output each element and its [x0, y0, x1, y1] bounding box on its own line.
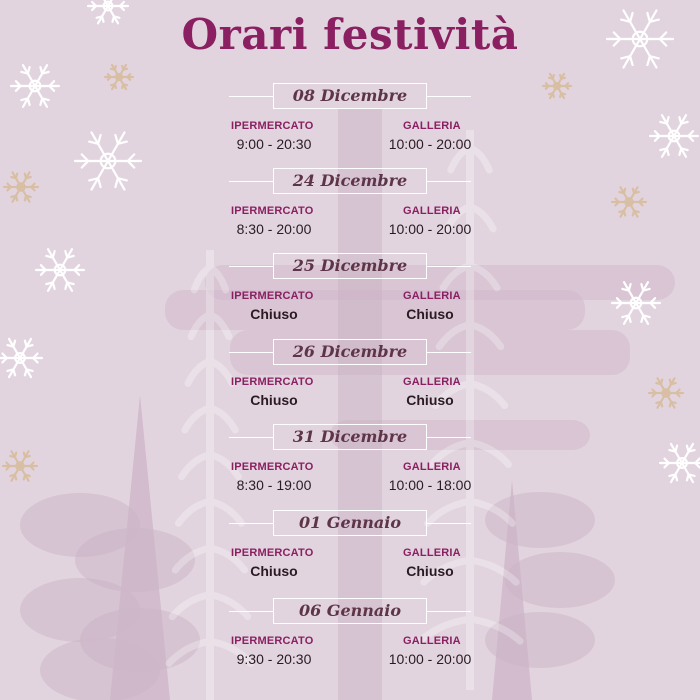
divider-line	[427, 352, 471, 353]
gallery-label: GALLERIA	[403, 635, 461, 647]
gallery-column	[382, 547, 478, 579]
schedule-entry	[229, 339, 471, 425]
hypermarket-column	[229, 120, 319, 152]
hypermarket-hours: 8:30 - 19:00	[236, 477, 312, 493]
gallery-column	[382, 376, 478, 408]
divider-line	[229, 96, 273, 97]
divider-line	[427, 181, 471, 182]
gallery-label: GALLERIA	[403, 376, 461, 388]
gallery-column	[382, 635, 478, 667]
gallery-hours: 10:00 - 20:00	[388, 136, 472, 152]
date-label: 06 Gennaio	[273, 598, 427, 624]
hypermarket-column	[229, 547, 319, 579]
gallery-column	[382, 120, 478, 152]
hypermarket-hours: 9:00 - 20:30	[236, 136, 312, 152]
divider-line	[229, 523, 273, 524]
divider-line	[229, 181, 273, 182]
hypermarket-label: IPERMERCATO	[231, 461, 314, 473]
hypermarket-hours: 9:30 - 20:30	[236, 651, 312, 667]
snowflake-icon	[105, 65, 133, 89]
hypermarket-label: IPERMERCATO	[231, 205, 314, 217]
snowflake-icon	[650, 115, 698, 157]
gallery-column	[382, 205, 478, 237]
snowflake-icon	[36, 249, 84, 291]
snowflake-icon	[4, 172, 38, 201]
schedule-entry	[229, 510, 471, 596]
gallery-hours: 10:00 - 20:00	[388, 651, 472, 667]
gallery-hours: 10:00 - 20:00	[388, 221, 472, 237]
date-label: 08 Dicembre	[273, 83, 427, 109]
snowflake-icon	[3, 451, 37, 480]
schedule-entry	[229, 424, 471, 510]
hypermarket-label: IPERMERCATO	[231, 547, 314, 559]
date-label: 25 Dicembre	[273, 253, 427, 279]
gallery-column	[382, 290, 478, 322]
divider-line	[229, 266, 273, 267]
hypermarket-label: IPERMERCATO	[231, 120, 314, 132]
hypermarket-column	[229, 205, 319, 237]
hypermarket-label: IPERMERCATO	[231, 635, 314, 647]
snowflake-icon	[0, 339, 42, 377]
snowflake-icon	[649, 378, 683, 407]
divider-line	[427, 437, 471, 438]
date-label: 01 Gennaio	[273, 510, 427, 536]
gallery-column	[382, 461, 478, 493]
gallery-hours: Chiuso	[406, 392, 454, 408]
divider-line	[229, 352, 273, 353]
gallery-hours: Chiuso	[406, 306, 454, 322]
gallery-label: GALLERIA	[403, 205, 461, 217]
date-label: 26 Dicembre	[273, 339, 427, 365]
date-label: 24 Dicembre	[273, 168, 427, 194]
hypermarket-column	[229, 635, 319, 667]
hypermarket-label: IPERMERCATO	[231, 376, 314, 388]
schedule-entry	[229, 168, 471, 254]
snowflake-icon	[75, 132, 141, 189]
divider-line	[427, 611, 471, 612]
gallery-label: GALLERIA	[403, 461, 461, 473]
hypermarket-hours: Chiuso	[250, 392, 298, 408]
hypermarket-column	[229, 461, 319, 493]
schedule-entry	[229, 83, 471, 169]
snowflake-icon	[660, 444, 700, 482]
gallery-label: GALLERIA	[403, 290, 461, 302]
divider-line	[229, 437, 273, 438]
hypermarket-column	[229, 376, 319, 408]
divider-line	[229, 611, 273, 612]
schedule-entry	[229, 598, 471, 684]
page-title: Orari festività	[181, 10, 519, 59]
hypermarket-label: IPERMERCATO	[231, 290, 314, 302]
gallery-label: GALLERIA	[403, 547, 461, 559]
hypermarket-hours: 8:30 - 20:00	[236, 221, 312, 237]
divider-line	[427, 96, 471, 97]
gallery-hours: Chiuso	[406, 563, 454, 579]
snowflake-icon	[543, 74, 571, 98]
divider-line	[427, 266, 471, 267]
divider-line	[427, 523, 471, 524]
hypermarket-column	[229, 290, 319, 322]
snowflake-icon	[11, 65, 59, 107]
hypermarket-hours: Chiuso	[250, 563, 298, 579]
schedule-entry	[229, 253, 471, 339]
snowflake-icon	[612, 187, 646, 216]
date-label: 31 Dicembre	[273, 424, 427, 450]
gallery-label: GALLERIA	[403, 120, 461, 132]
gallery-hours: 10:00 - 18:00	[388, 477, 472, 493]
hypermarket-hours: Chiuso	[250, 306, 298, 322]
